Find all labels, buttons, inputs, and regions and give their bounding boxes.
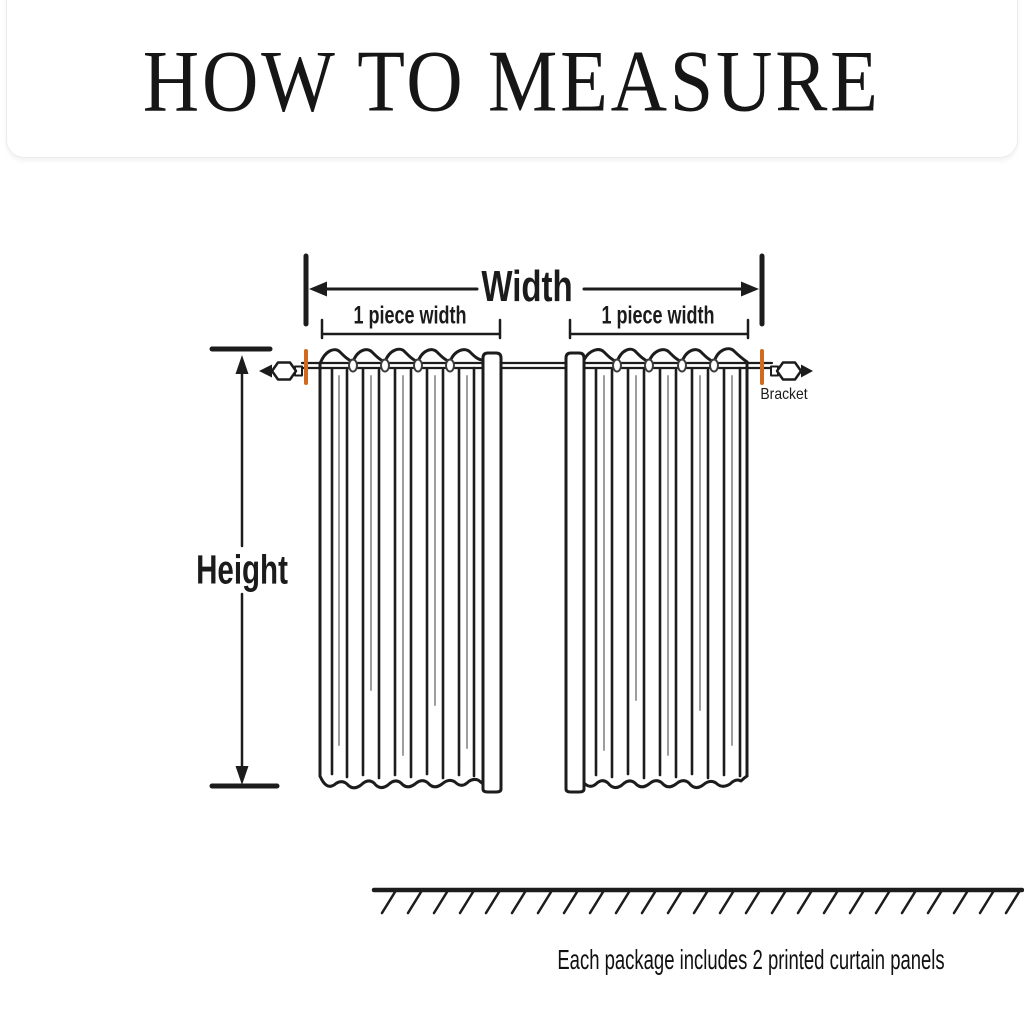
rod-finial-left: [259, 363, 302, 380]
ground-hatching: [382, 892, 1019, 913]
arrow-up-icon: [236, 355, 249, 374]
curtain-rod: [302, 363, 772, 368]
package-contents-note: Each package includes 2 printed curtain panels: [557, 944, 945, 975]
grommet-rings: [349, 360, 718, 372]
curtain-panel-right: [566, 349, 747, 792]
height-label: Height: [196, 546, 288, 593]
page-title: HOW TO MEASURE: [143, 32, 881, 130]
piece-width-label-left: 1 piece width: [353, 301, 467, 330]
curtain-panel-left: [320, 349, 501, 792]
width-label: Width: [481, 262, 573, 311]
arrow-right-icon: [741, 282, 759, 297]
arrow-left-icon: [309, 282, 327, 297]
floor-line: [374, 890, 1022, 913]
arrow-down-icon: [236, 766, 249, 785]
piece-width-label-right: 1 piece width: [601, 301, 715, 330]
panel-right-leading-edge: [566, 353, 584, 792]
bracket-label: Bracket: [760, 386, 808, 403]
panel-left-leading-edge: [483, 353, 501, 792]
rod-finial-right: [771, 363, 813, 380]
